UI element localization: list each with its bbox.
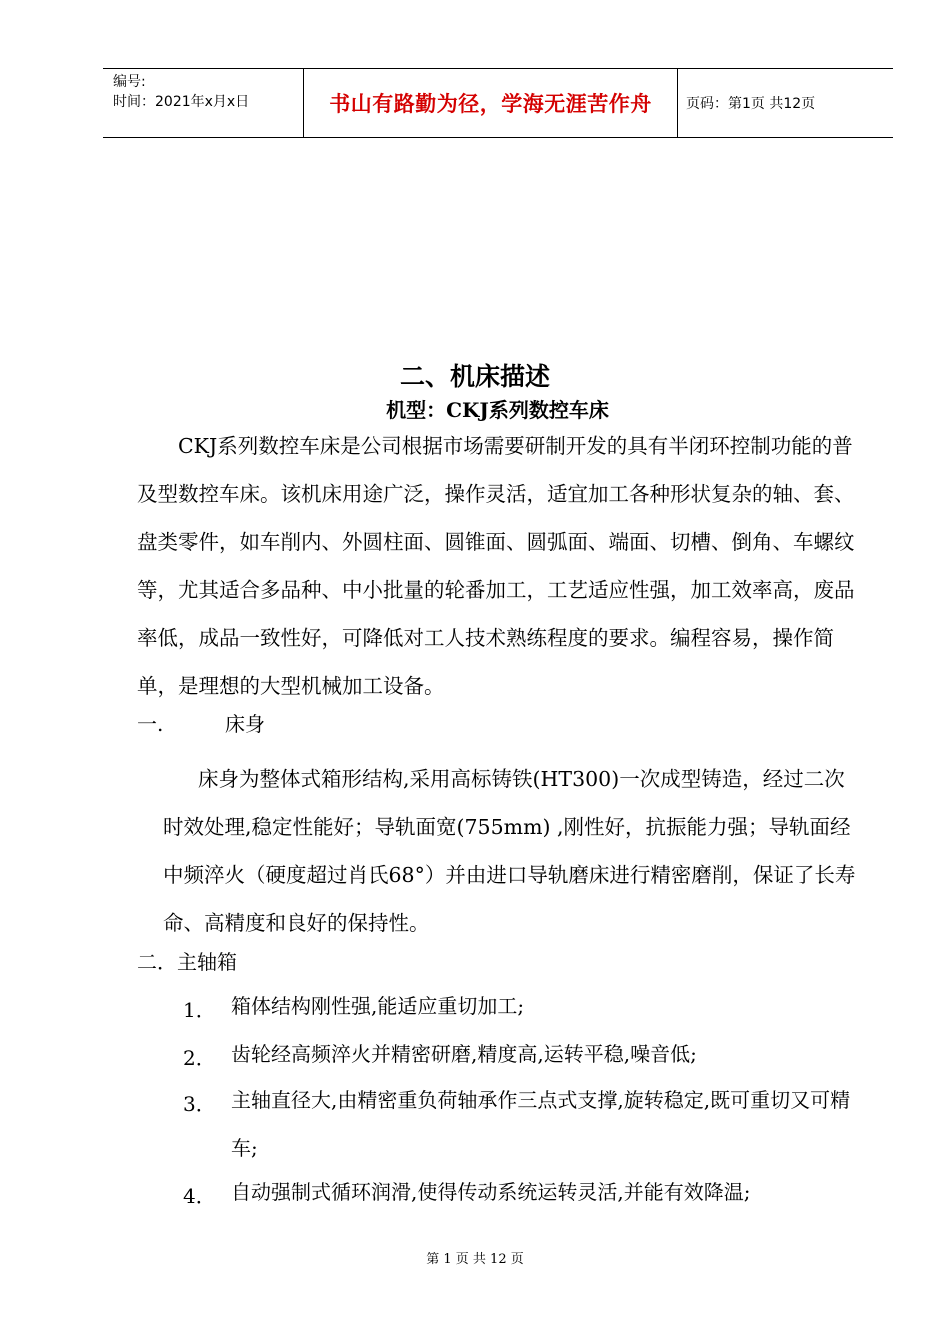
date-label: 时间：2021年x月x日 [113,94,250,110]
list-item-number: 3． [183,1092,216,1116]
page-subtitle: 机型：CKJ系列数控车床 [386,398,609,422]
section2-heading: 二．主轴箱 [137,950,237,974]
list-item-number: 4． [183,1184,216,1208]
section1-number: 一. [137,712,164,736]
page-info: 页码：第1页 共12页 [686,96,816,112]
page-footer: 第 1 页 共 12 页 [426,1252,524,1267]
list-item-text: 主轴直径大,由精密重负荷轴承作三点式支撑,旋转稳定,既可重切又可精车; [231,1088,851,1160]
intro-paragraph: CKJ系列数控车床是公司根据市场需要研制开发的具有半闭环控制功能的普及型数控车床。该机床用途广泛，操作灵活，适宜加工各种形状复杂的轴、套、盘类零件，如车削内、外圆柱面、圆锥面、圆弧面、端面、切槽、倒角、车螺纹等，尤其适合多品种、中小批量的轮番加工，工艺适应性强，加工效率高，废品率低，成品一致性好，可降低对工人技术熟练程度的要求。编程容易，操作简单，是理想的大型机械加工设备。 [137,434,855,698]
list-item-number: 1． [183,998,216,1022]
list-item-text: 箱体结构刚性强,能适应重切加工; [231,994,525,1018]
header-table [103,68,893,138]
header-motto-cell [304,69,678,137]
header-page-cell [678,69,893,137]
list-item-text: 自动强制式循环润滑,使得传动系统运转灵活,并能有效降温; [231,1180,751,1204]
motto-text: 书山有路勤为径，学海无涯苦作舟 [329,92,652,116]
serial-label: 编号: [113,74,146,90]
list-item-text: 齿轮经高频淬火并精密研磨,精度高,运转平稳,噪音低; [231,1042,697,1066]
page-title: 二、机床描述 [399,362,550,391]
section1-heading: 床身 [225,712,265,736]
list-item-number: 2． [183,1046,216,1070]
section1-body: 床身为整体式箱形结构,采用高标铸铁(HT300)一次成型铸造，经过二次时效处理,稳定性能好；导轨面宽(755mm) ,刚性好，抗振能力强；导轨面经中频淬火（硬度超过肖氏68°）并由进口导轨磨床进行精密磨削，保证了长寿命、高精度和良好的保持性。 [163,767,856,935]
header-meta-cell [103,69,304,137]
